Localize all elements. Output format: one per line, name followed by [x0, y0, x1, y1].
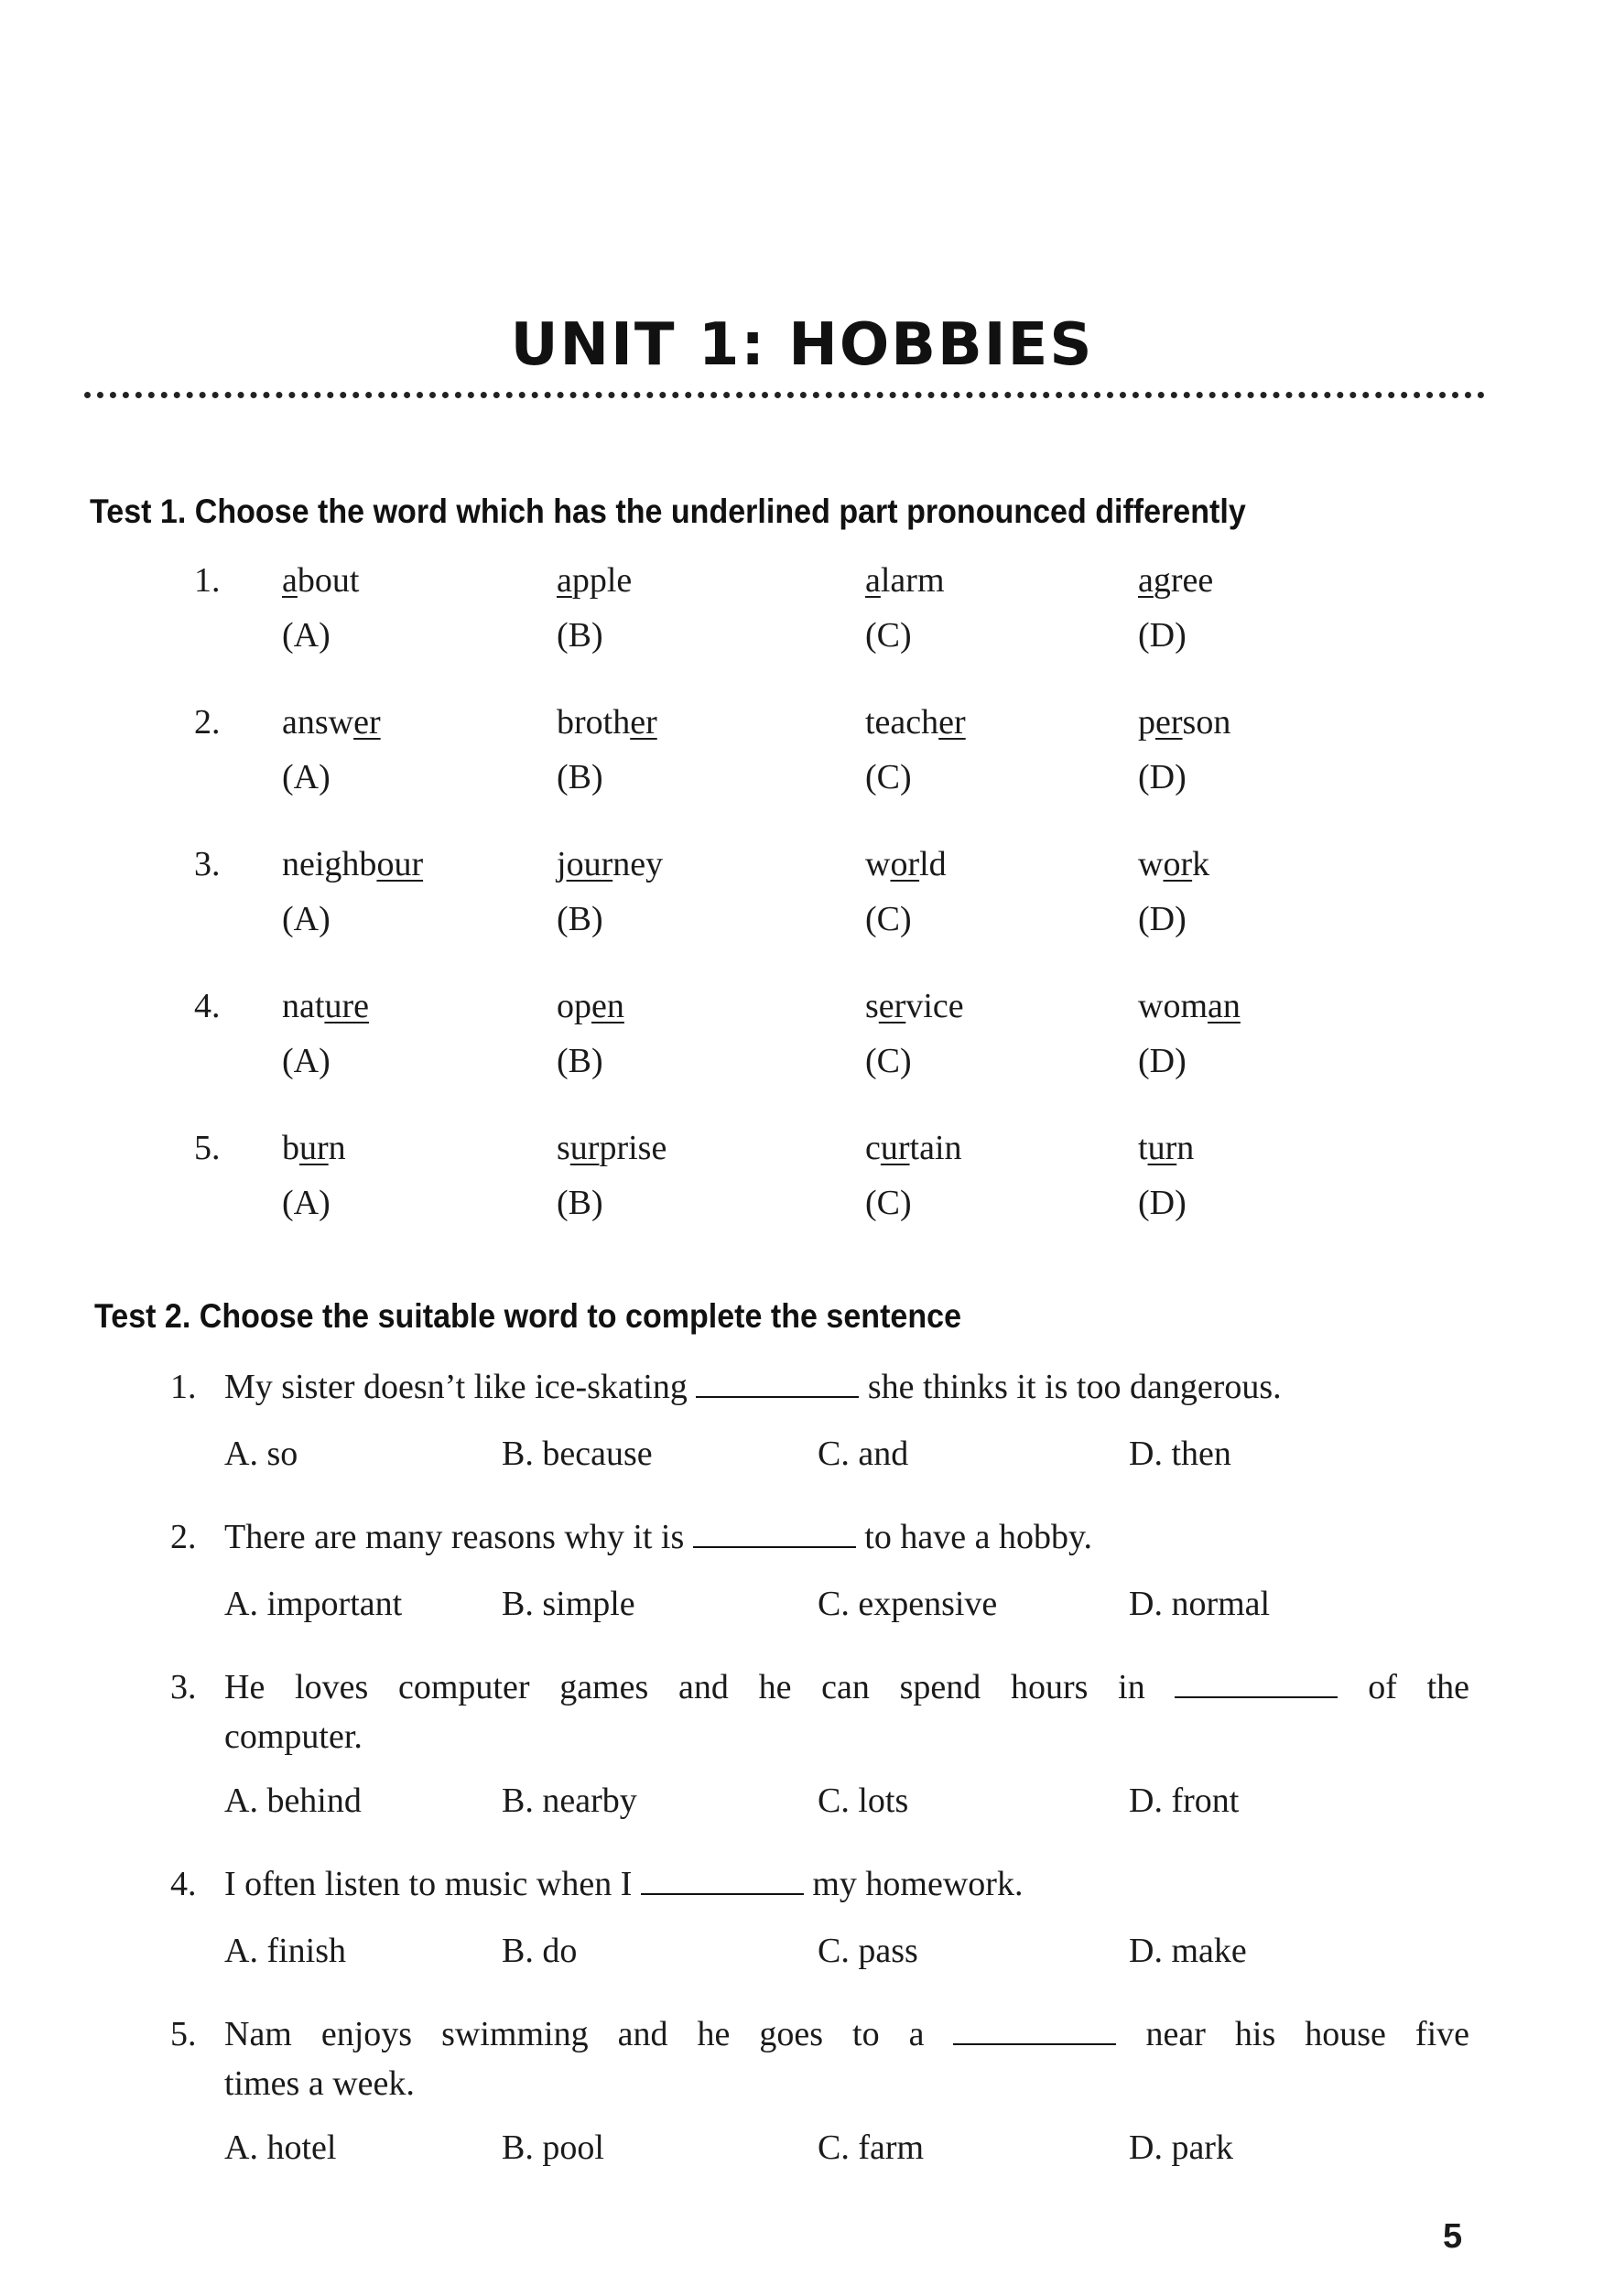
word-suffix: n — [1176, 1129, 1195, 1167]
word-prefix: j — [557, 845, 567, 883]
answer-option: C. and — [818, 1435, 909, 1473]
sentence-start: I often listen to music when I — [224, 1865, 633, 1903]
choice-letter: (D) — [1138, 1184, 1187, 1222]
question-sentence — [224, 1367, 1282, 1407]
word-suffix: vice — [905, 987, 964, 1025]
answer-option: C. expensive — [818, 1585, 998, 1623]
underlined-part: a — [865, 561, 881, 600]
answer-option: D. front — [1129, 1782, 1240, 1820]
choice-letter: (C) — [865, 900, 912, 938]
answer-blank — [696, 1369, 859, 1398]
underlined-part: ur — [1147, 1129, 1177, 1167]
underlined-part: our — [376, 845, 424, 883]
sentence-end: of the — [1368, 1668, 1470, 1706]
sentence-end: she thinks it is too dangerous. — [867, 1368, 1282, 1406]
choice-letter: (D) — [1138, 1042, 1187, 1080]
word-prefix: s — [865, 987, 879, 1025]
choice-letter: (B) — [557, 616, 603, 655]
answer-option: B. simple — [502, 1585, 635, 1623]
word-prefix: neighb — [282, 845, 377, 883]
choice-letter: (A) — [282, 758, 331, 796]
sentence-start: There are many reasons why it is — [224, 1518, 685, 1556]
word-suffix: pple — [571, 561, 633, 600]
answer-option: A. behind — [224, 1782, 362, 1820]
sentence-end: near his house five — [1145, 2015, 1469, 2053]
choice-letter: (C) — [865, 1042, 912, 1080]
answer-word — [282, 560, 359, 601]
choice-letter: (A) — [282, 900, 331, 938]
page-number: 5 — [1443, 2217, 1463, 2256]
answer-option: C. lots — [818, 1782, 909, 1820]
answer-word — [557, 702, 657, 742]
word-prefix: teach — [865, 703, 939, 742]
answer-option: A. important — [224, 1585, 403, 1623]
word-suffix: ney — [612, 845, 664, 883]
answer-word — [865, 1128, 962, 1168]
question-number: 1. — [194, 561, 221, 600]
answer-word — [1138, 560, 1213, 601]
answer-word — [1138, 986, 1241, 1026]
underlined-part: er — [353, 703, 381, 742]
sentence-continuation: computer. — [224, 1717, 363, 1756]
choice-letter: (B) — [557, 900, 603, 938]
choice-letter: (D) — [1138, 758, 1187, 796]
answer-option: B. do — [502, 1932, 578, 1970]
answer-word — [865, 986, 964, 1026]
underlined-part: ure — [324, 987, 369, 1025]
answer-word — [557, 844, 663, 884]
underlined-part: er — [630, 703, 657, 742]
choice-letter: (D) — [1138, 616, 1187, 655]
sentence-end: my homework. — [812, 1865, 1024, 1903]
answer-blank — [641, 1866, 804, 1895]
question-number: 4. — [170, 1865, 197, 1903]
word-suffix: larm — [880, 561, 945, 600]
word-prefix: op — [557, 987, 591, 1025]
answer-option: B. nearby — [502, 1782, 637, 1820]
underlined-part: er — [878, 987, 906, 1025]
underlined-part: er — [938, 703, 966, 742]
word-prefix: s — [557, 1129, 570, 1167]
question-sentence — [224, 1517, 1092, 1557]
question-number: 5. — [194, 1129, 221, 1167]
answer-option: C. farm — [818, 2128, 925, 2167]
answer-word — [282, 1128, 346, 1168]
answer-word — [865, 702, 966, 742]
question-number: 2. — [194, 703, 221, 742]
question-sentence — [224, 2014, 1469, 2054]
test1-heading: Test 1. Choose the word which has the underlined part pronounced differently — [90, 493, 1246, 530]
choice-letter: (C) — [865, 1184, 912, 1222]
underlined-part: a — [557, 561, 572, 600]
word-prefix: p — [1138, 703, 1155, 742]
choice-letter: (B) — [557, 758, 603, 796]
underlined-part: a — [282, 561, 298, 600]
word-suffix: n — [328, 1129, 346, 1167]
underlined-part: ur — [569, 1129, 600, 1167]
word-prefix: b — [282, 1129, 299, 1167]
choice-letter: (C) — [865, 616, 912, 655]
answer-option: A. hotel — [224, 2128, 337, 2167]
underlined-part: en — [591, 987, 624, 1025]
underlined-part: ur — [299, 1129, 329, 1167]
answer-option: C. pass — [818, 1932, 918, 1970]
sentence-end: to have a hobby. — [864, 1518, 1092, 1556]
unit-title: UNIT 1: HOBBIES — [510, 311, 1094, 379]
question-number: 3. — [194, 845, 221, 883]
underlined-part: or — [1163, 845, 1193, 883]
word-suffix: k — [1192, 845, 1210, 883]
answer-option: D. make — [1129, 1932, 1247, 1970]
word-suffix: tain — [909, 1129, 962, 1167]
sentence-start: My sister doesn’t like ice-skating — [224, 1368, 688, 1406]
question-number: 5. — [170, 2015, 197, 2053]
answer-blank — [693, 1519, 856, 1548]
choice-letter: (A) — [282, 1042, 331, 1080]
answer-word — [557, 560, 632, 601]
word-suffix: ld — [919, 845, 947, 883]
question-sentence — [224, 1667, 1469, 1707]
underlined-part: er — [1155, 703, 1183, 742]
word-suffix: son — [1182, 703, 1231, 742]
word-prefix: wom — [1138, 987, 1208, 1025]
answer-option: A. finish — [224, 1932, 346, 1970]
word-prefix: w — [865, 845, 891, 883]
answer-option: D. normal — [1129, 1585, 1271, 1623]
word-suffix: gree — [1153, 561, 1214, 600]
answer-blank — [953, 2016, 1116, 2045]
sentence-continuation: times a week. — [224, 2064, 415, 2103]
underlined-part: ur — [880, 1129, 910, 1167]
choice-letter: (C) — [865, 758, 912, 796]
word-prefix: c — [865, 1129, 881, 1167]
underlined-part: our — [566, 845, 613, 883]
answer-word — [557, 986, 624, 1026]
choice-letter: (A) — [282, 1184, 331, 1222]
answer-option: B. pool — [502, 2128, 604, 2167]
word-prefix: broth — [557, 703, 631, 742]
underlined-part: an — [1208, 987, 1241, 1025]
word-prefix: answ — [282, 703, 354, 742]
answer-blank — [1175, 1669, 1338, 1698]
answer-word — [557, 1128, 667, 1168]
underlined-part: a — [1138, 561, 1154, 600]
choice-letter: (B) — [557, 1184, 603, 1222]
answer-word — [282, 986, 369, 1026]
word-suffix: bout — [297, 561, 360, 600]
answer-word — [1138, 844, 1209, 884]
answer-word — [865, 560, 945, 601]
question-number: 3. — [170, 1668, 197, 1706]
answer-word — [865, 844, 947, 884]
test2-heading: Test 2. Choose the suitable word to complete the sentence — [94, 1297, 962, 1335]
answer-word — [1138, 1128, 1194, 1168]
answer-word — [282, 844, 423, 884]
answer-option: B. because — [502, 1435, 653, 1473]
word-suffix: prise — [599, 1129, 667, 1167]
question-sentence — [224, 1864, 1023, 1904]
word-prefix: t — [1138, 1129, 1148, 1167]
answer-option: D. then — [1129, 1435, 1231, 1473]
choice-letter: (D) — [1138, 900, 1187, 938]
choice-letter: (B) — [557, 1042, 603, 1080]
answer-option: D. park — [1129, 2128, 1233, 2167]
question-number: 2. — [170, 1518, 197, 1556]
word-prefix: w — [1138, 845, 1164, 883]
underlined-part: or — [890, 845, 920, 883]
answer-option: A. so — [224, 1435, 298, 1473]
answer-word — [1138, 702, 1230, 742]
question-number: 4. — [194, 987, 221, 1025]
dotted-divider — [84, 392, 1485, 407]
sentence-start: Nam enjoys swimming and he goes to a — [224, 2015, 925, 2053]
answer-word — [282, 702, 381, 742]
choice-letter: (A) — [282, 616, 331, 655]
question-number: 1. — [170, 1368, 197, 1406]
word-prefix: nat — [282, 987, 325, 1025]
sentence-start: He loves computer games and he can spend hours in — [224, 1668, 1145, 1706]
